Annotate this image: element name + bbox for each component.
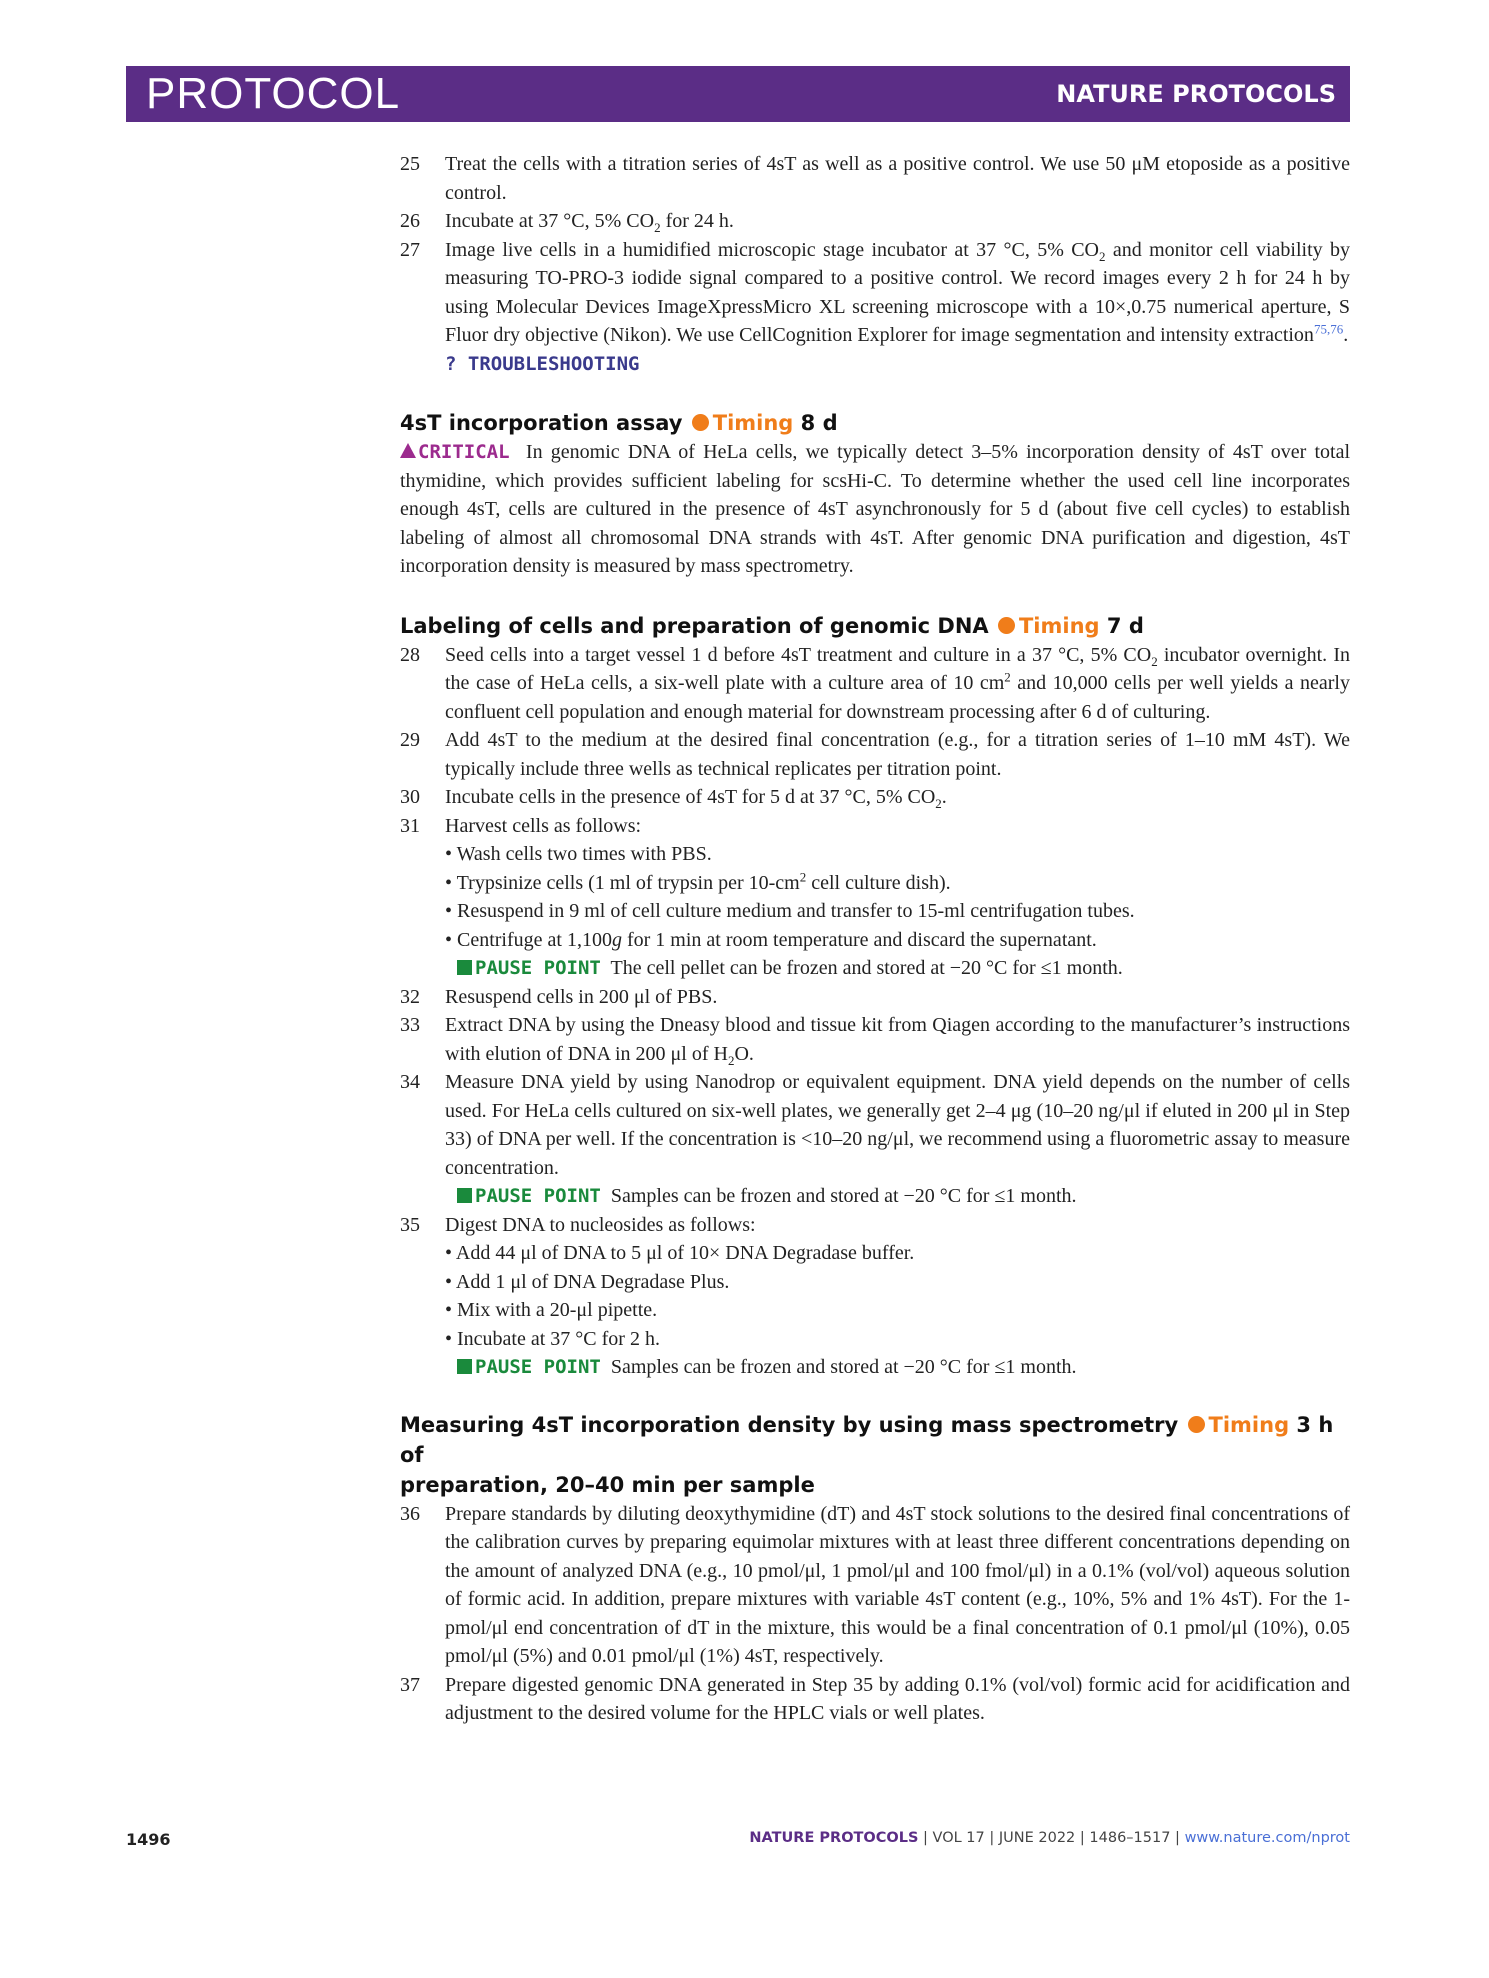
timing-value: 7 d [1106,613,1144,638]
step-text: Extract DNA by using the Dneasy blood and tissue kit from Qiagen according to the manufacturer’s instructions with elution of DNA in 200 μl of H [445,1014,1350,1065]
section-heading-measuring [400,1410,1350,1500]
step-34 [400,1068,1350,1182]
step-text: Resuspend cells in 200 μl of PBS. [445,985,718,1008]
step-text: for 24 h. [660,210,734,232]
pause-point-text: Samples can be frozen and stored at −20 °C for ≤1 month. [610,1356,1077,1378]
step-text: incubator overnight. In the case of HeLa cells, a six-well plate with a culture area of 10 cm [445,643,1350,694]
footer-journal: NATURE PROTOCOLS [749,1830,919,1846]
step-text: . [1343,324,1349,346]
step-25 [400,150,1350,207]
timing-label: Timing [1018,613,1100,638]
step-text: Prepare standards by diluting deoxythymidine (dT) and 4sT stock solutions to the desired final concentrations of the calibration curves by preparing equimolar mixtures with at least three different concentrations depending on the amount of analyzed DNA (e.g., 10 pmol/μl, 1 pmol/μl and 100 fmol/μl) in a 0.1% (vol/vol) aqueous solution of formic acid. In addition, prepare mixtures with variable 4sT content (e.g., 10%, 5% and 1% 4sT). For the 1-pmol/μl end concentration of dT in the mixture, this would be a final concentration of 0.1 pmol/μl (10%), 0.05 pmol/μl (5%) and 0.01 pmol/μl (1%) 4sT, respectively. [445,1502,1350,1667]
timing-value-continued: preparation, 20–40 min per sample [400,1472,815,1497]
footer-volume: VOL 17 [932,1830,985,1846]
step-31 [400,812,1350,841]
step-number: 33 [400,1014,420,1036]
section-heading-incorporation [400,408,1350,438]
separator: | [984,1830,999,1846]
separator: | [1170,1830,1185,1846]
list-item: • Add 44 μl of DNA to 5 μl of 10× DNA Degradase buffer. [445,1242,915,1264]
pause-point-note [400,1182,1350,1211]
step-text: . [941,786,947,808]
subscript: 2 [727,1052,735,1068]
list-item-text: cell culture dish). [806,871,951,894]
pause-point-text: The cell pellet can be frozen and stored at −20 °C for ≤1 month. [610,957,1123,979]
step-number: 31 [400,814,420,837]
step-text: Digest DNA to nucleosides as follows: [445,1213,756,1236]
timing-label: Timing [712,411,794,435]
step-text: Image live cells in a humidified microscopic stage incubator at 37 °C, 5% CO [445,238,1099,261]
pause-square-icon [457,1188,472,1203]
troubleshooting-label[interactable]: ? TROUBLESHOOTING [445,352,640,375]
troubleshooting-link[interactable] [445,350,1350,379]
timing-label: Timing [1208,1412,1290,1437]
timing-dot-icon [1188,1416,1205,1433]
section-title: Labeling of cells and preparation of genomic DNA [400,613,989,638]
step-29 [400,726,1350,783]
critical-text: In genomic DNA of HeLa cells, we typically detect 3–5% incorporation density of 4sT over total thymidine, which provides sufficient labeling for scsHi-C. To determine whether the used cell line incorporates enough 4sT, cells are cultured in the presence of 4sT asynchronously for 5 d (about five cell cycles) to establish labeling of almost all chromosomal DNA strands with 4sT. After genomic DNA purification and digestion, 4sT incorporation density is measured by mass spectrometry. [400,441,1350,577]
step-text: Measure DNA yield by using Nanodrop or equivalent equipment. DNA yield depends on the number of cells used. For HeLa cells cultured on six-well plates, we generally get 2–4 μg (10–20 ng/μl if eluted in 200 μl in Step 33) of DNA per well. If the concentration is <10–20 ng/μl, we recommend using a fluorometric assay to measure concentration. [445,1071,1350,1179]
critical-triangle-icon [400,443,416,458]
superscript: 2 [799,868,807,884]
step-text: Incubate cells in the presence of 4sT for 5 d at 37 °C, 5% CO [445,786,936,808]
header-journal-name: NATURE PROTOCOLS [1056,80,1336,108]
timing-dot-icon [692,414,709,431]
section-heading-labeling [400,611,1350,641]
footer-date: JUNE 2022 [998,1830,1076,1846]
step-number: 35 [400,1213,420,1236]
step-text: and 10,000 cells per well yields a nearly confluent cell population and enough material for downstream processing after 6 d of culturing. [445,672,1350,723]
footer-pages: 1486–1517 [1089,1830,1171,1846]
step-27 [400,236,1350,379]
italic-unit: g [611,928,622,951]
step-number: 29 [400,729,420,751]
timing-value: 3 h of [400,1412,1334,1467]
step-32 [400,983,1350,1012]
critical-label: CRITICAL [418,441,510,463]
step-text: Seed cells into a target vessel 1 d before 4sT treatment and culture in a 37 °C, 5% CO [445,643,1152,666]
section-title: Measuring 4sT incorporation density by using mass spectrometry [400,1412,1179,1437]
step-number: 28 [400,643,420,666]
footer-citation [749,1830,1350,1846]
step-text: Incubate at 37 °C, 5% CO [445,210,655,232]
page-number: 1496 [126,1830,171,1849]
list-item-text: for 1 min at room temperature and discard the supernatant. [621,928,1097,951]
separator: | [1075,1830,1090,1846]
pause-point-note [400,954,1350,983]
step-number: 27 [400,238,420,261]
step-number: 30 [400,786,420,808]
list-item: • Add 1 μl of DNA Degradase Plus. [445,1270,730,1293]
step-number: 26 [400,210,420,232]
list-item-text: • Centrifuge at 1,100 [445,928,612,951]
list-item [400,926,1350,955]
pause-point-note [400,1353,1350,1382]
step-number: 32 [400,985,420,1008]
list-item: • Incubate at 37 °C for 2 h. [445,1327,660,1350]
critical-note [400,438,1350,581]
step-text: Harvest cells as follows: [445,814,642,837]
step-text: O. [734,1042,754,1065]
footer-url-link[interactable]: www.nature.com/nprot [1184,1830,1350,1846]
step-text: Prepare digested genomic DNA generated in Step 35 by adding 0.1% (vol/vol) formic acid for acidification and adjustment to the desired volume for the HPLC vials or well plates. [445,1673,1350,1724]
step-35 [400,1211,1350,1240]
step-number: 36 [400,1502,420,1525]
page-body [400,150,1350,1728]
list-item-text: • Trypsinize cells (1 ml of trypsin per 10-cm [445,871,800,894]
pause-point-label: PAUSE POINT [475,1185,601,1207]
header-section-label: PROTOCOL [146,69,401,118]
list-item: • Resuspend in 9 ml of cell culture medium and transfer to 15-ml centrifugation tubes. [445,900,1135,922]
step-text: Add 4sT to the medium at the desired final concentration (e.g., for a titration series of 1–10 mM 4sT). We typically include three wells as technical replicates per titration point. [445,729,1350,780]
timing-dot-icon [998,617,1015,634]
timing-value: 8 d [800,411,838,435]
subscript: 2 [935,796,942,811]
step-text: Treat the cells with a titration series of 4sT as well as a positive control. We use 50 μM etoposide as a positive control. [445,153,1350,204]
pause-point-label: PAUSE POINT [475,957,601,979]
list-item: • Mix with a 20-μl pipette. [445,1299,658,1321]
step-28 [400,641,1350,727]
step-text: and monitor cell viability by measuring TO-PRO-3 iodide signal compared to a positive control. We record images every 2 h for 24 h by using Molecular Devices ImageXpressMicro XL screening microscope with a 10×,0.75 numerical aperture, S Fluor dry objective (Nikon). We use CellCognition Explorer for image segmentation and intensity extraction [445,238,1351,346]
step-number: 37 [400,1673,420,1696]
pause-square-icon [457,960,472,975]
superscript: 2 [1004,669,1011,685]
list-item [400,869,1350,898]
running-header [126,66,1350,122]
pause-square-icon [457,1359,472,1374]
pause-point-label: PAUSE POINT [475,1356,601,1378]
subscript: 2 [654,220,661,235]
step-36 [400,1500,1350,1671]
step-number: 25 [400,153,420,175]
step-37 [400,1671,1350,1728]
separator: | [918,1830,933,1846]
step-30 [400,783,1350,812]
list-item: • Wash cells two times with PBS. [445,843,712,865]
citation-link[interactable]: 75,76 [1313,321,1344,337]
subscript: 2 [1099,248,1106,264]
step-33 [400,1011,1350,1068]
step-26 [400,207,1350,236]
section-title: 4sT incorporation assay [400,411,683,435]
subscript: 2 [1151,653,1158,669]
pause-point-text: Samples can be frozen and stored at −20 °C for ≤1 month. [610,1185,1077,1207]
step-number: 34 [400,1071,420,1093]
